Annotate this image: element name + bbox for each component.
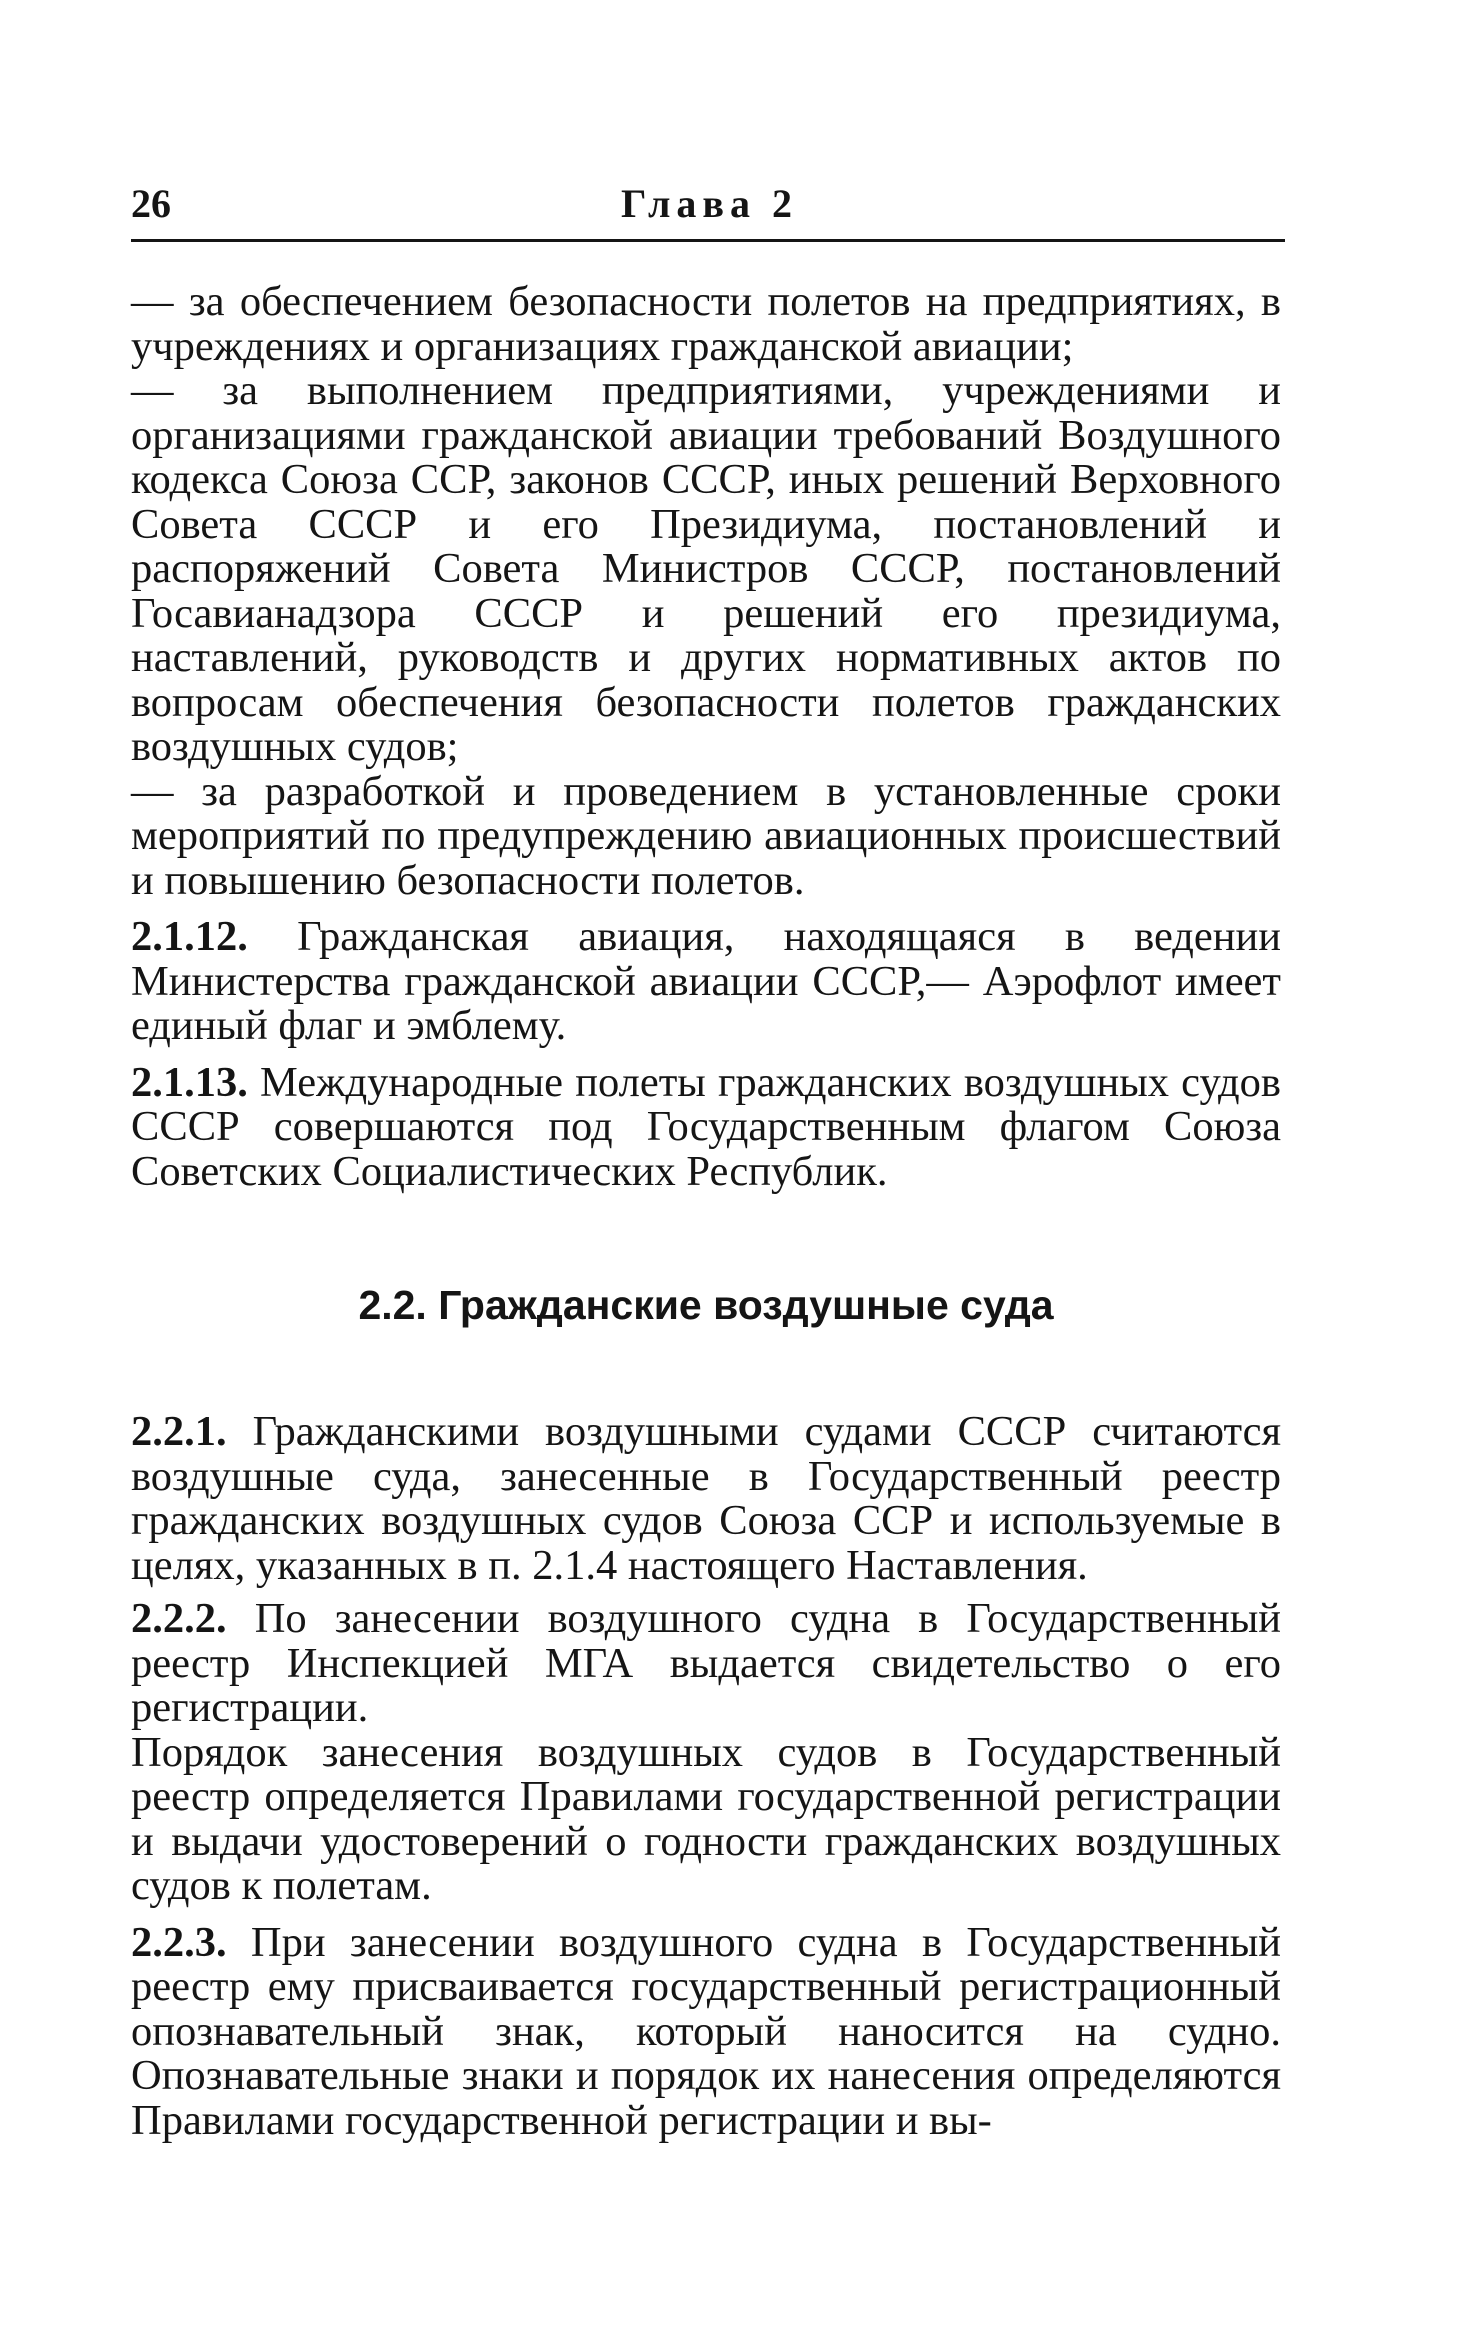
body-text [131,280,1281,2143]
clause-2-2-1 [131,1410,1281,1588]
clause-2-2-3 [131,1918,1281,2144]
clause-2-1-13 [131,1058,1281,1195]
clause-number: 2.1.13. [131,1058,248,1106]
clause-text: Гражданская авиация, находящаяся в ведении Министерства гражданской авиации СССР,— Аэрофлот имеет единый флаг и эмблему. [131,913,1281,1049]
clause-number: 2.2.3. [131,1918,227,1966]
clause-text: Международные полеты гражданских воздушных судов СССР совершаются под Государственным флагом Союза Советских Социалистических Республик. [131,1058,1281,1195]
clause-number: 2.2.2. [131,1595,227,1642]
clause-text: При занесении воздушного судна в Государственный реестр ему присваивается государственный регистрационный опознавательный знак, который наносится на судно. Опознавательные знаки и порядок их нанесения определяются Правилами государственной регистрации и вы- [131,1918,1281,2144]
running-head [131,176,1281,232]
header-divider [131,239,1285,242]
paragraph-accident-prevention: — за разработкой и проведением в установленные сроки мероприятий по предупреждению авиационных происшествий и повышению безопасности полетов. [131,767,1281,904]
page-number: 26 [131,181,171,226]
clause-2-1-12 [131,915,1281,1049]
clause-number: 2.2.1. [131,1408,227,1455]
chapter-title: Глава 2 [621,181,798,226]
clause-text: Гражданскими воздушными судами СССР считаются воздушные суда, занесенные в Государственный реестр гражданских воздушных судов Союза ССР и используемые в целях, указанных в п. 2.1.4 настоящего Наставления. [131,1408,1281,1589]
clause-number: 2.1.12. [131,913,248,960]
paragraph-registration-order: Порядок занесения воздушных судов в Государственный реестр определяется Правилами государственной регистрации и выдачи удостоверений о годности гражданских воздушных судов к полетам. [131,1728,1281,1909]
paragraph-safety-enterprises: — за обеспечением безопасности полетов на предприятиях, в учреждениях и организациях гражданской авиации; [131,278,1281,370]
paragraph-compliance-requirements: — за выполнением предприятиями, учреждениями и организациями гражданской авиации требований Воздушного кодекса Союза ССР, законов СССР, иных решений Верховного Совета СССР и его Президиума, постановлений и распоряжений Совета Министров СССР, постановлений Госавианадзора СССР и решений его президиума, наставлений, руководств и других нормативных актов по вопросам обеспечения безопасности полетов гражданских воздушных судов; [131,367,1281,770]
clause-2-2-2 [131,1597,1281,1731]
section-heading: 2.2. Гражданские воздушные суда [358,1282,1054,1328]
clause-text: По занесении воздушного судна в Государственный реестр Инспекцией МГА выдается свидетельство о его регистрации. [131,1595,1281,1731]
